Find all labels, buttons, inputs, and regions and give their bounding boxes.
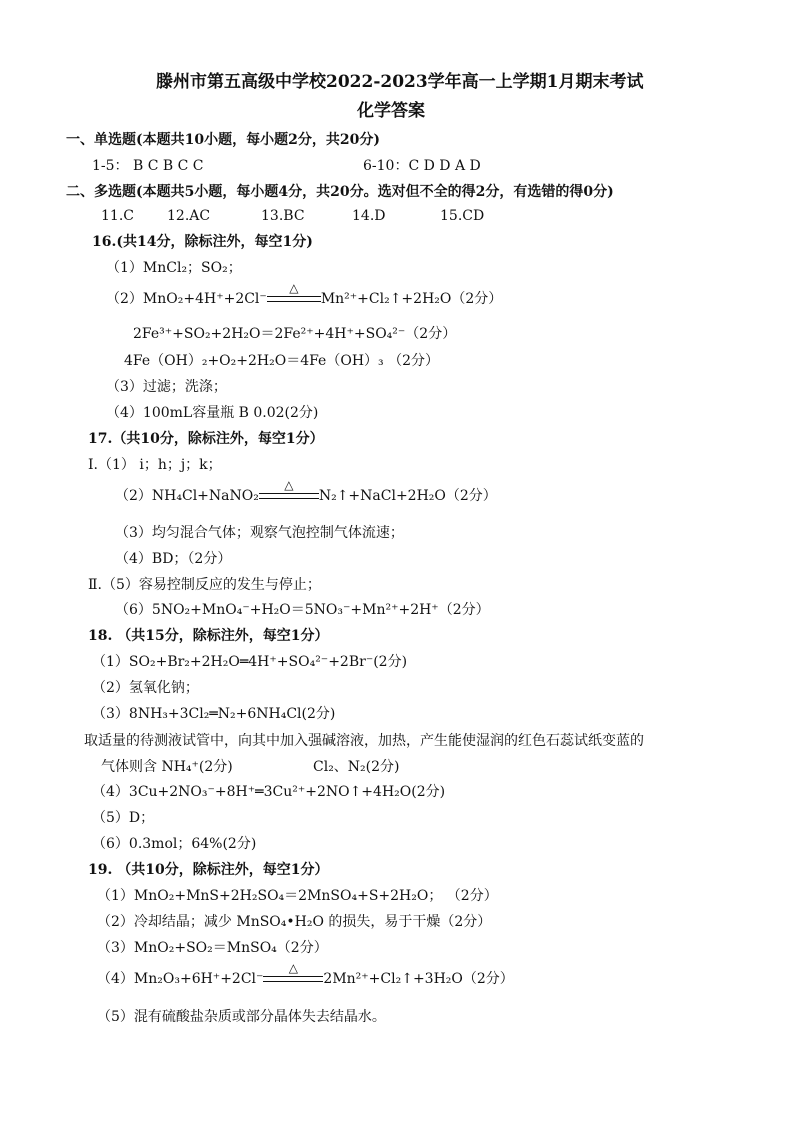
q17-answer-2 — [115, 478, 497, 506]
q17-answer-4: （4）BD；（2分） — [115, 551, 232, 567]
q19-answer-3: （3）MnO₂+SO₂＝MnSO₄（2分） — [97, 940, 328, 956]
equation-products: N₂↑+NaCl+2H₂O（2分） — [318, 488, 497, 504]
q17-answer-5: Ⅱ.（5）容易控制反应的发生与停止； — [88, 577, 321, 593]
q19-answer-4 — [97, 961, 514, 989]
single-choice-answers-6-10: 6-10：C D D A D — [363, 158, 481, 174]
q17-answer-1: Ⅰ.（1） i；h；j；k； — [88, 457, 222, 473]
q16-heading: 16.(共14分，除标注外，每空1分) — [92, 234, 313, 250]
q18-answer-3: （3）8NH₃+3Cl₂═N₂+6NH₄Cl(2分) — [92, 706, 336, 722]
q16-answer-5: （3）过滤；洗涤； — [106, 379, 227, 395]
equation-reactants: （2）MnO₂+4H⁺+2Cl⁻ — [106, 291, 267, 307]
q16-answer-1: （1）MnCl₂；SO₂； — [106, 260, 242, 276]
q18-answer-5a: 气体则含 NH₄⁺(2分) — [101, 759, 233, 775]
q17-heading: 17.（共10分，除标注外，每空1分） — [88, 431, 324, 447]
heat-symbol: △ — [289, 281, 299, 295]
single-choice-answers-1-5: 1-5： B C B C C — [92, 158, 204, 174]
q16-answer-6: （4）100mL容量瓶 B 0.02(2分) — [106, 405, 319, 421]
q18-answer-7: （5）D； — [92, 810, 155, 826]
q19-answer-2: （2）冷却结晶；减少 MnSO₄•H₂O 的损失，易于干燥（2分） — [97, 914, 492, 930]
equation-reactants: （4）Mn₂O₃+6H⁺+2Cl⁻ — [97, 971, 264, 987]
multi-choice-answer: 11.C — [101, 208, 134, 224]
section-multi-choice-heading: 二、多选题(本题共5小题，每小题4分，共20分。选对但不全的得2分，有选错的得0分) — [66, 184, 614, 200]
q18-answer-2: （2）氢氧化钠； — [92, 680, 199, 696]
q16-answer-4: 4Fe（OH）₂+O₂+2H₂O＝4Fe（OH）₃ （2分） — [124, 353, 439, 369]
multi-choice-answer: 14.D — [352, 208, 386, 224]
multi-choice-answer: 15.CD — [440, 208, 485, 224]
q18-heading: 18. （共15分，除标注外，每空1分） — [88, 628, 329, 644]
heat-arrow — [259, 478, 319, 501]
heat-symbol: △ — [284, 478, 294, 492]
q18-answer-5b: Cl₂、N₂(2分) — [313, 759, 400, 775]
equation-products: 2Mn²⁺+Cl₂↑+3H₂O（2分） — [323, 971, 514, 987]
q16-answer-3: 2Fe³⁺+SO₂+2H₂O＝2Fe²⁺+4H⁺+SO₄²⁻（2分） — [133, 326, 457, 342]
q18-answer-1: （1）SO₂+Br₂+2H₂O═4H⁺+SO₄²⁻+2Br⁻(2分) — [92, 654, 408, 670]
document-title: 滕州市第五高级中学校2022-2023学年高一上学期1月期末考试 — [156, 72, 644, 92]
multi-choice-answer: 13.BC — [261, 208, 305, 224]
q17-answer-6: （6）5NO₂+MnO₄⁻+H₂O＝5NO₃⁻+Mn²⁺+2H⁺（2分） — [115, 602, 490, 618]
q16-answer-2 — [106, 281, 503, 309]
heat-arrow — [263, 961, 323, 984]
q19-heading: 19. （共10分，除标注外，每空1分） — [88, 862, 329, 878]
q19-answer-1: （1）MnO₂+MnS+2H₂SO₄＝2MnSO₄+S+2H₂O； （2分） — [97, 888, 498, 904]
section-single-choice-heading: 一、单选题(本题共10小题，每小题2分，共20分) — [66, 132, 380, 148]
q19-answer-5: （5）混有硫酸盐杂质或部分晶体失去结晶水。 — [97, 1009, 386, 1025]
document-subtitle: 化学答案 — [357, 101, 425, 121]
heat-symbol: △ — [288, 961, 299, 975]
equation-products: Mn²⁺+Cl₂↑+2H₂O（2分） — [320, 291, 503, 307]
q18-answer-8: （6）0.3mol；64%(2分) — [92, 836, 257, 852]
equation-reactants: （2）NH₄Cl+NaNO₂ — [115, 488, 259, 504]
q18-answer-6: （4）3Cu+2NO₃⁻+8H⁺═3Cu²⁺+2NO↑+4H₂O(2分) — [92, 784, 446, 800]
heat-arrow — [267, 281, 321, 304]
multi-choice-answer: 12.AC — [167, 208, 211, 224]
q18-answer-4: 取适量的待测液试管中，向其中加入强碱溶液，加热，产生能使湿润的红色石蕊试纸变蓝的 — [84, 733, 644, 749]
q17-answer-3: （3）均匀混合气体；观察气泡控制气体流速； — [115, 525, 404, 541]
